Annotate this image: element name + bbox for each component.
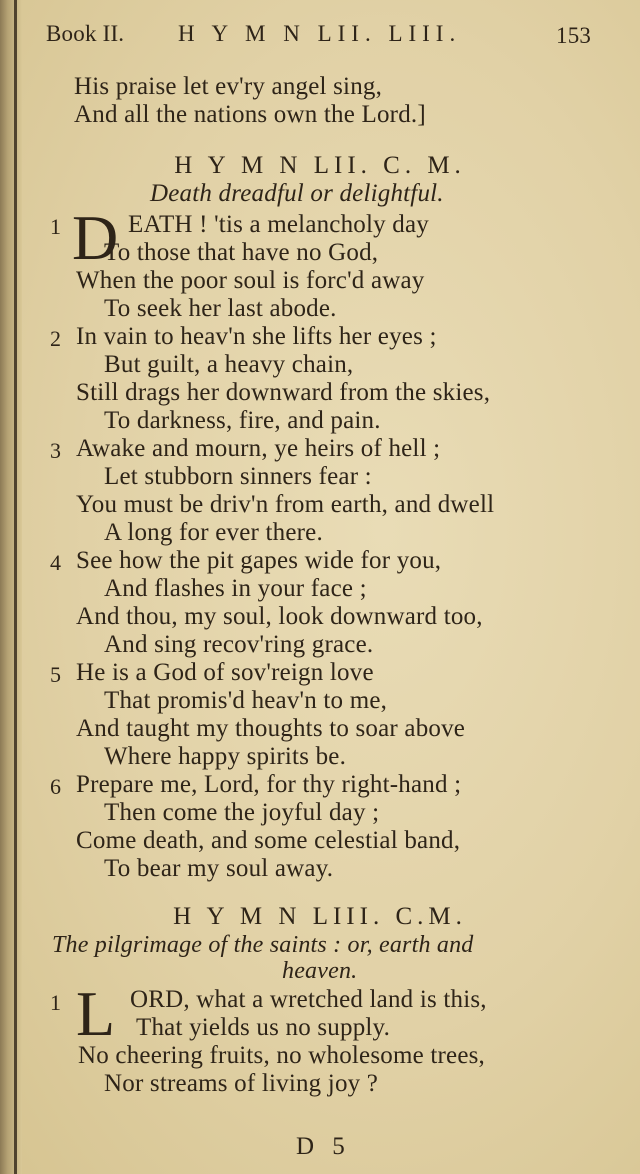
verse-line: To bear my soul away. xyxy=(104,855,334,882)
verse-line: No cheering fruits, no wholesome trees, xyxy=(78,1042,485,1069)
verse-line: And sing recov'ring grace. xyxy=(104,631,374,658)
running-header-hymns: H Y M N LII. LIII. xyxy=(178,21,462,46)
stanza-number: 6 xyxy=(50,774,61,799)
verse-line: He is a God of sov'reign love xyxy=(76,659,374,686)
page-number: 153 xyxy=(556,23,592,48)
hymn-subtitle: The pilgrimage of the saints : or, earth and xyxy=(52,932,474,958)
hymn-title: H Y M N LII. C. M. xyxy=(174,152,466,179)
verse-line: To darkness, fire, and pain. xyxy=(104,407,381,434)
verse-line: To seek her last abode. xyxy=(104,295,337,322)
verse-line: Then come the joyful day ; xyxy=(104,799,380,826)
verse-line: Prepare me, Lord, for thy right-hand ; xyxy=(76,771,462,798)
hymn-subtitle-continued: heaven. xyxy=(282,958,358,984)
signature-mark: D 5 xyxy=(296,1133,351,1160)
verse-line: A long for ever there. xyxy=(104,519,323,546)
verse-line: Still drags her downward from the skies, xyxy=(76,379,491,406)
running-header-book: Book II. xyxy=(46,21,125,46)
drop-cap: D xyxy=(72,202,119,273)
verse-line: Where happy spirits be. xyxy=(104,743,347,770)
verse-line: Awake and mourn, ye heirs of hell ; xyxy=(76,435,441,462)
carryover-line: His praise let ev'ry angel sing, xyxy=(74,73,383,100)
stanza-number: 5 xyxy=(50,662,61,687)
verse-line: That yields us no supply. xyxy=(136,1014,391,1041)
verse-line: See how the pit gapes wide for you, xyxy=(76,547,442,574)
stanza-number: 2 xyxy=(50,326,61,351)
stanza-number: 1 xyxy=(50,214,61,239)
verse-line: And taught my thoughts to soar above xyxy=(76,715,466,742)
hymn-title: H Y M N LIII. C.M. xyxy=(173,903,467,930)
verse-line: You must be driv'n from earth, and dwell xyxy=(76,491,495,518)
verse-line: EATH ! 'tis a melancholy day xyxy=(128,211,429,238)
stanza-number: 3 xyxy=(50,438,61,463)
verse-line: That promis'd heav'n to me, xyxy=(104,687,388,714)
verse-line: And thou, my soul, look downward too, xyxy=(76,603,483,630)
verse-line: Come death, and some celestial band, xyxy=(76,827,461,854)
carryover-line: And all the nations own the Lord.] xyxy=(74,101,426,128)
verse-line: ORD, what a wretched land is this, xyxy=(130,986,487,1013)
verse-line: When the poor soul is forc'd away xyxy=(76,267,425,294)
verse-line: To those that have no God, xyxy=(104,239,379,266)
verse-line: Nor streams of living joy ? xyxy=(104,1070,379,1097)
stanza-number: 4 xyxy=(50,550,61,575)
verse-line: Let stubborn sinners fear : xyxy=(104,463,372,490)
stanza-number: 1 xyxy=(50,990,61,1015)
hymn-subtitle: Death dreadful or delightful. xyxy=(150,180,444,207)
verse-line: And flashes in your face ; xyxy=(104,575,367,602)
verse-line: But guilt, a heavy chain, xyxy=(104,351,354,378)
drop-cap: L xyxy=(76,978,116,1049)
verse-line: In vain to heav'n she lifts her eyes ; xyxy=(76,323,437,350)
